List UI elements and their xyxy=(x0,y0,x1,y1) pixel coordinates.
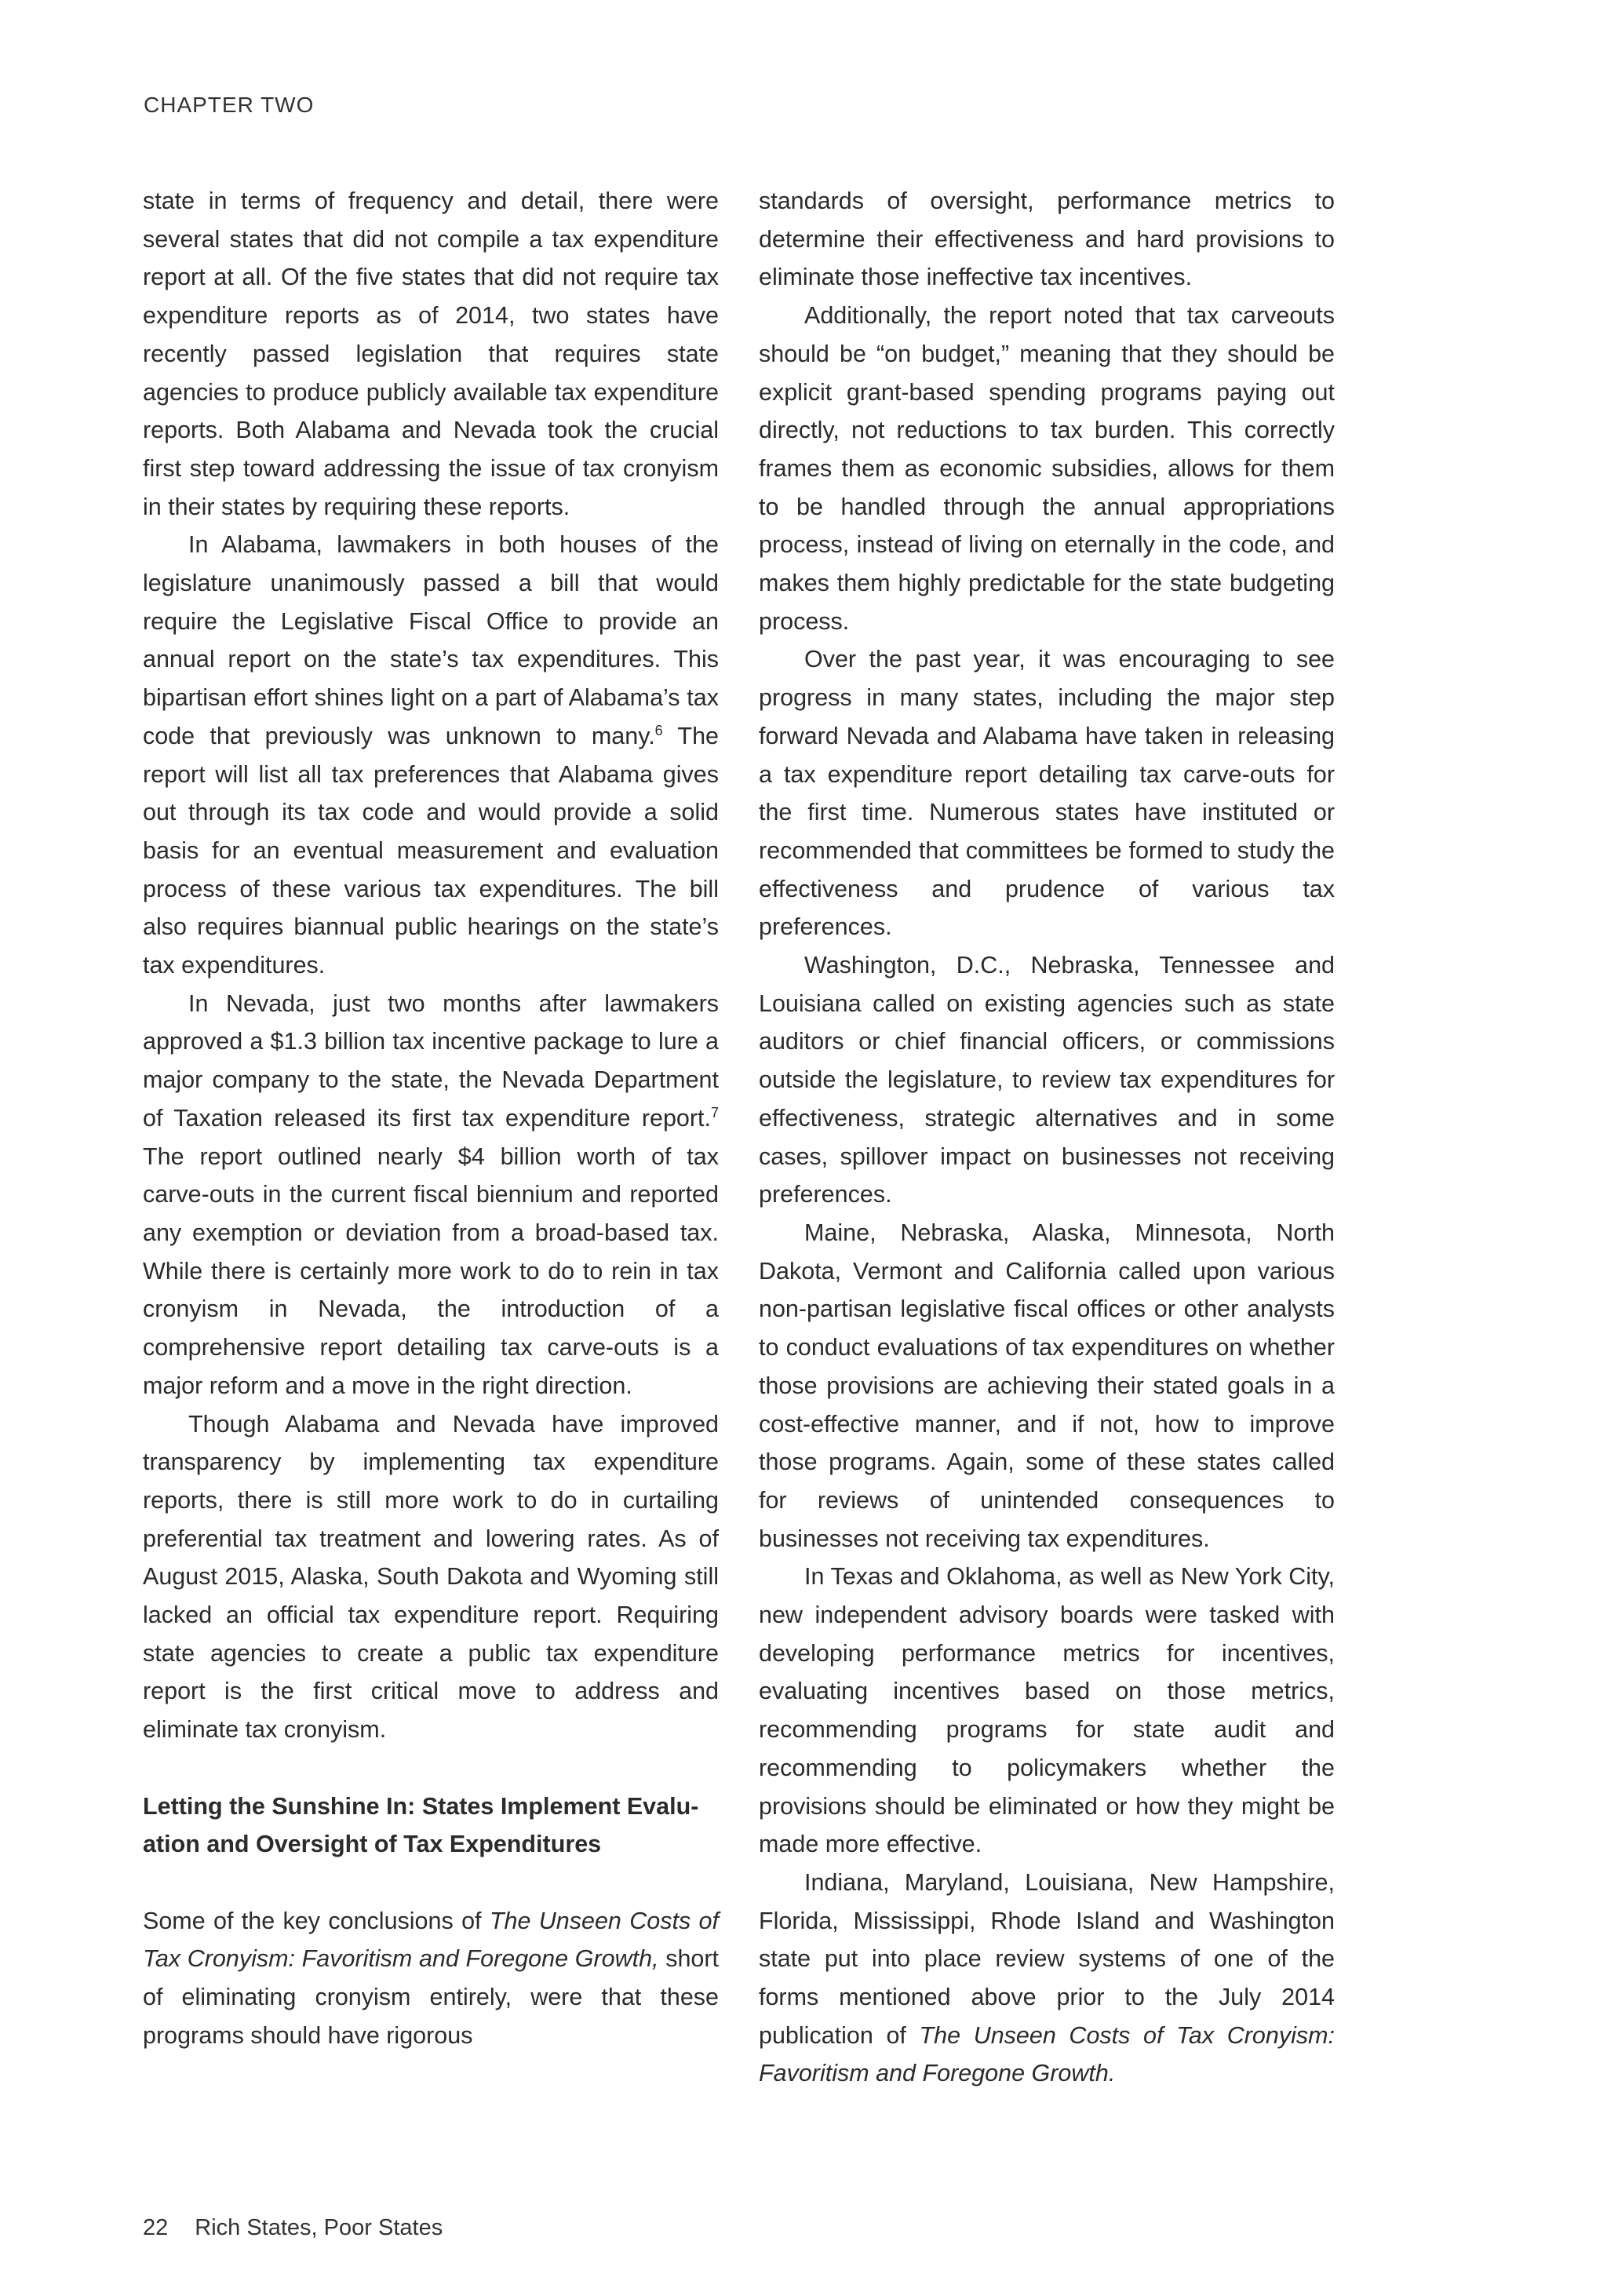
paragraph-text: short of eliminating cronyism entirely, were that these programs should have rigorous xyxy=(143,1945,720,2049)
paragraph: Additionally, the report noted that tax carveouts should be “on budget,” meaning that they should be explicit grant-based spending programs paying out directly, not reductions to tax burden. This correctly frames them as economic subsidies, allows for them to be handled through the annual appropriations process, instead of living on eternally in the code, and makes them highly predictable for the state budgeting process. xyxy=(759,302,1335,635)
section-heading: Letting the Sunshine In: States Implement Evaluation and Oversight of Tax Expenditures xyxy=(143,1792,699,1858)
chapter-header: CHAPTER TWO xyxy=(144,93,315,117)
paragraph: state in terms of frequency and detail, there were several states that did not compile a tax expenditure report at all. Of the five states that did not require tax expenditure reports as of 2014, two states have recently passed legislation that requires state agencies to produce publicly available tax expenditure reports. Both Alabama and Nevada took the crucial first step toward addressing the issue of tax cronyism in their states by requiring these reports. xyxy=(143,188,719,520)
footnote-ref[interactable]: 7 xyxy=(710,1104,719,1121)
paragraph: Washington, D.C., Nebraska, Tennessee and Louisiana called on existing agencies such as state auditors or chief financial officers, or commissions outside the legislature, to review tax expenditures for effectiveness, strategic alternatives and in some cases, spillover impact on businesses not receiving preferences. xyxy=(759,952,1335,1208)
page-number: 22 xyxy=(143,2215,169,2240)
paragraph: Maine, Nebraska, Alaska, Minnesota, North Dakota, Vermont and California called upon various non-partisan legislative fiscal offices or other analysts to conduct evaluations of tax expenditures on whether those provisions are achieving their stated goals in a cost-effective manner, and if not, how to improve those programs. Again, some of these states called for reviews of unintended consequences to businesses not receiving tax expenditures. xyxy=(759,1219,1335,1552)
paragraph-text: The report will list all tax preferences that Alabama gives out through its tax code and would provide a solid basis for an eventual measurement and evaluation process of these various tax expenditures. The bill also requires biannual public hearings on the state’s tax expenditures. xyxy=(143,722,719,979)
paragraph: standards of oversight, performance metrics to determine their effectiveness and hard provisions to eliminate those ineffective tax incentives. xyxy=(759,188,1335,291)
paragraph: Over the past year, it was encouraging to see progress in many states, including the major step forward Nevada and Alabama have taken in releasing a tax expenditure report detailing tax carve-outs for the first time. Numerous states have instituted or recommended that committees be formed to study the effectiveness and prudence of various tax preferences. xyxy=(759,646,1335,941)
paragraph-text: In Alabama, lawmakers in both houses of the legislature unanimously passed a bill that would require the Legislative Fiscal Office to provide an annual report on the state’s tax expenditures. This bipartisan effort shines light on a part of Alabama’s tax code that previously was unknown to many. xyxy=(143,531,719,749)
paragraph-text: Some of the key conclusions of xyxy=(143,1907,490,1934)
footnote-ref[interactable]: 6 xyxy=(654,722,663,738)
paragraph-text: Indiana, Maryland, Louisiana, New Hampshire, Florida, Mississippi, Rhode Island and Washington state put into place review systems of one of the forms mentioned above prior to the July 2014 publication of xyxy=(759,1868,1335,2049)
paragraph xyxy=(143,985,719,1405)
right-column xyxy=(759,182,1335,2093)
paragraph: In Texas and Oklahoma, as well as New York City, new independent advisory boards were tasked with developing performance metrics for incentives, evaluating incentives based on those metrics, recommending programs for state audit and recommending to policymakers whether the provisions should be eliminated or how they might be made more effective. xyxy=(759,1563,1335,1858)
book-title: The Unseen Costs of Tax Cronyism: Favoritism and Foregone Growth, xyxy=(143,1907,719,1973)
book-title: The Unseen Costs of Tax Cronyism: Favoritism and Foregone Growth. xyxy=(759,2021,1336,2087)
left-column xyxy=(143,182,719,2054)
paragraph: Though Alabama and Nevada have improved transparency by implementing tax expenditure reports, there is still more work to do in curtailing preferential tax treatment and lowering rates. As of August 2015, Alaska, South Dakota and Wyoming still lacked an official tax expenditure report. Requiring state agencies to create a public tax expenditure report is the first critical move to address and eliminate tax cronyism. xyxy=(143,1410,719,1744)
paragraph xyxy=(143,1902,719,2055)
publication-title: Rich States, Poor States xyxy=(195,2215,443,2240)
page-footer xyxy=(143,2215,443,2241)
paragraph-text: The report outlined nearly $4 billion worth of tax carve-outs in the current fiscal biennium and reported any exemption or deviation from a broad-based tax. While there is certainly more work to do to rein in tax cronyism in Nevada, the introduction of a comprehensive report detailing tax carve-outs is a major reform and a move in the right direction. xyxy=(143,1143,719,1399)
paragraph xyxy=(759,1864,1335,2093)
paragraph-text: In Nevada, just two months after lawmakers approved a $1.3 billion tax incentive package to lure a major company to the state, the Nevada Department of Taxation released its first tax expenditure report. xyxy=(143,989,719,1132)
paragraph xyxy=(143,526,719,984)
